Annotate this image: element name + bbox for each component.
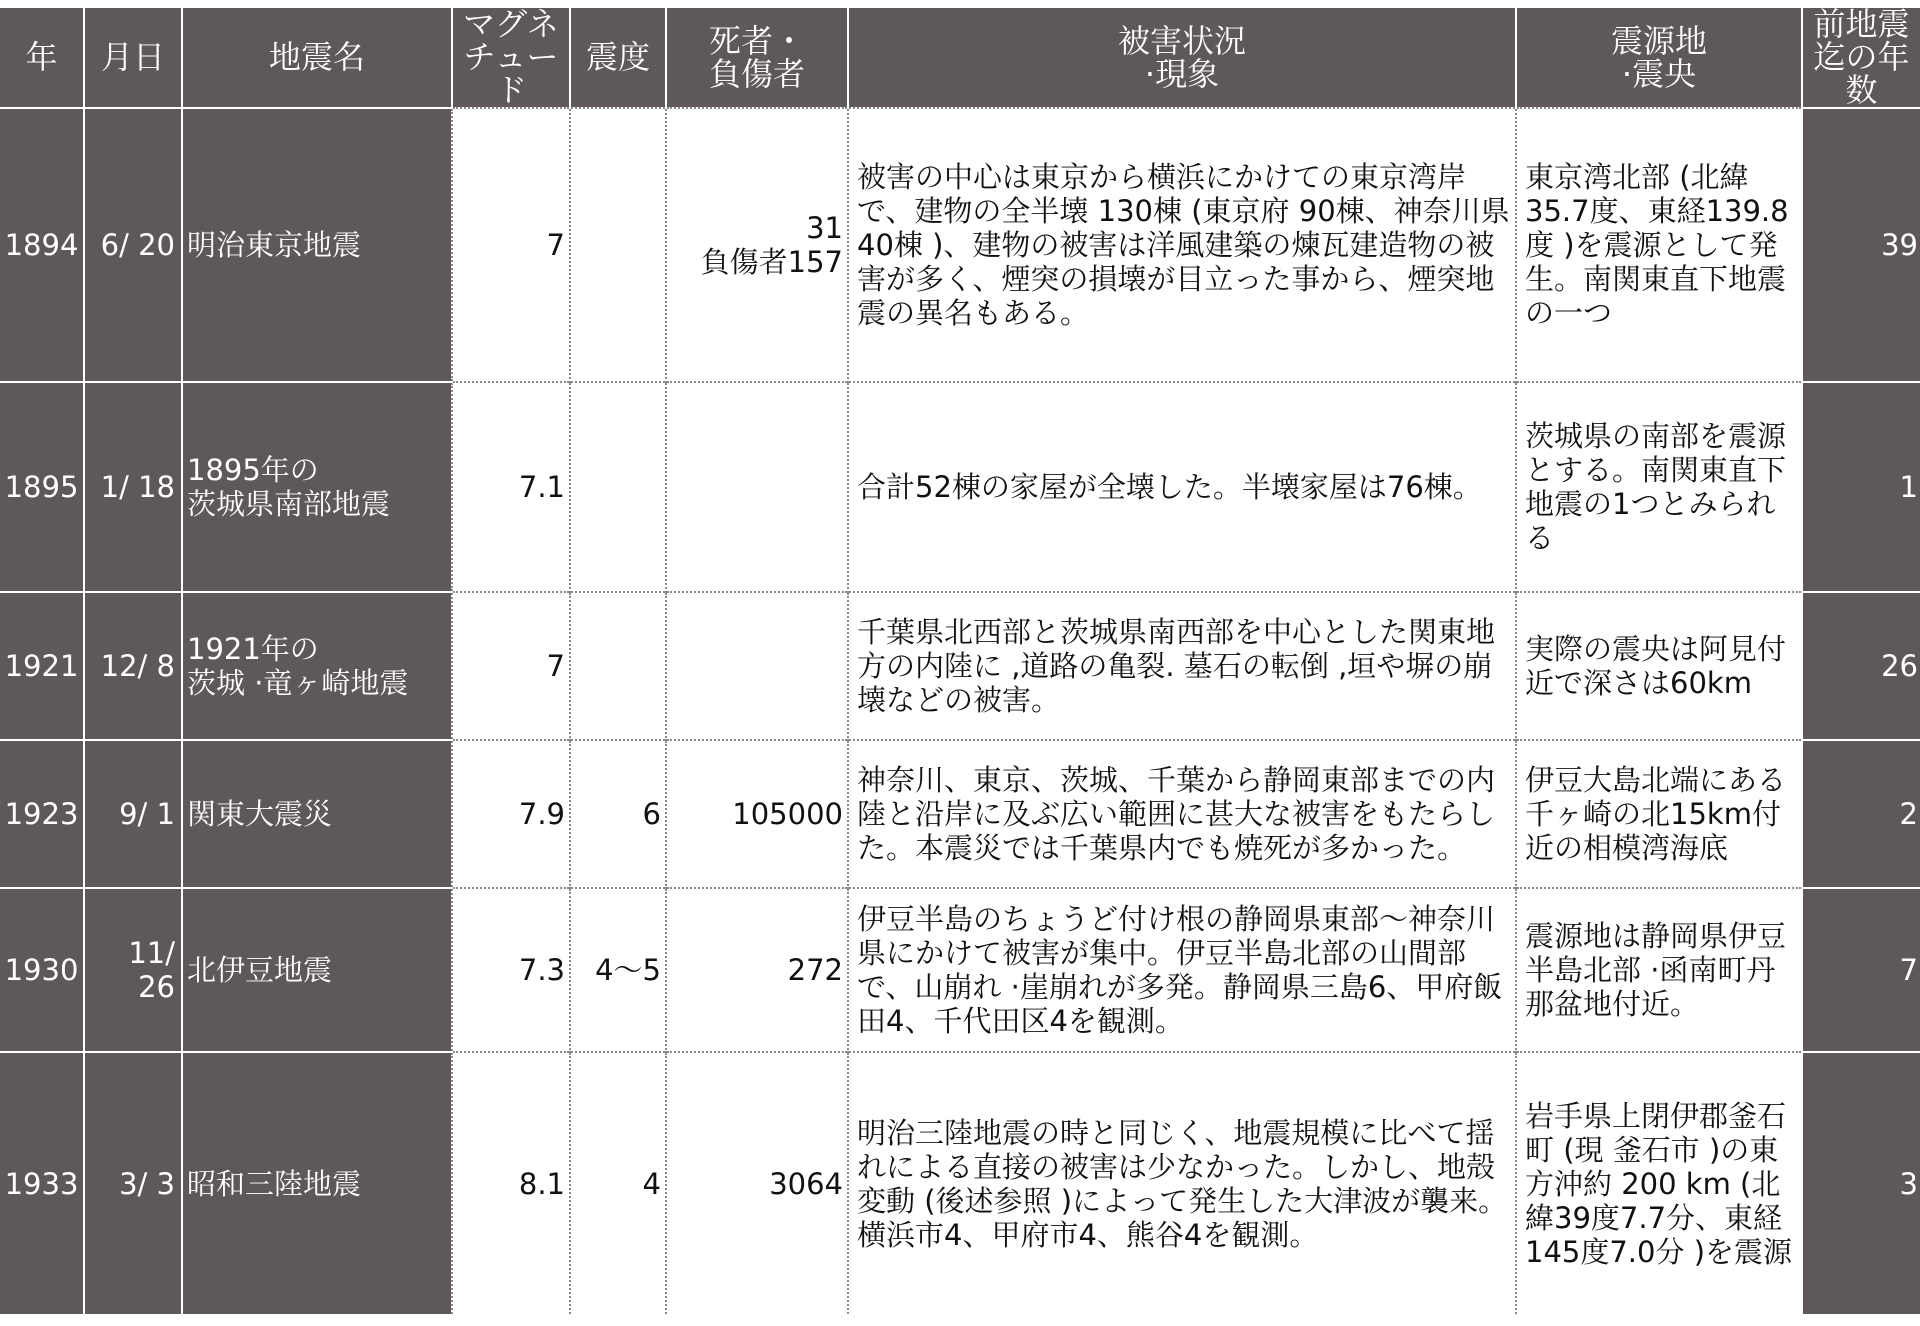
name-cell: 明治東京地震	[182, 108, 452, 382]
years-since-cell: 2	[1802, 740, 1920, 888]
damage-cell: 明治三陸地震の時と同じく、地震規模に比べて揺れによる直接の被害は少なかった。しかし、地殻変動 (後述参照 )によって発生した大津波が襲来。横浜市4、甲府市4、熊谷4を観測。	[848, 1052, 1516, 1314]
header-date: 月日	[84, 8, 182, 108]
intensity-cell: 4～5	[570, 888, 666, 1052]
header-year: 年	[0, 8, 84, 108]
epicenter-cell: 岩手県上閉伊郡釜石町 (現 釜石市 )の東方沖約 200 km (北緯39度7.7分、東経145度7.0分 )を震源	[1516, 1052, 1802, 1314]
table-row	[0, 108, 1920, 382]
epicenter-cell: 東京湾北部 (北緯35.7度、東経139.8度 )を震源として発生。南関東直下地震の一つ	[1516, 108, 1802, 382]
years-since-cell: 1	[1802, 382, 1920, 592]
header-magnitude: マグネ チュード	[452, 8, 570, 108]
table-row	[0, 592, 1920, 740]
name-cell: 1895年の 茨城県南部地震	[182, 382, 452, 592]
year-cell: 1930	[0, 888, 84, 1052]
year-cell: 1933	[0, 1052, 84, 1314]
header-damage: 被害状況 ·現象	[848, 8, 1516, 108]
casualties-cell: 3064	[666, 1052, 848, 1314]
magnitude-cell: 7	[452, 108, 570, 382]
damage-cell: 被害の中心は東京から横浜にかけての東京湾岸で、建物の全半壊 130棟 (東京府 90棟、神奈川県 40棟 )、建物の被害は洋風建築の煉瓦建造物の被害が多く、煙突の損壊が目立った事から、煙突地震の異名もある。	[848, 108, 1516, 382]
damage-cell: 神奈川、東京、茨城、千葉から静岡東部までの内陸と沿岸に及ぶ広い範囲に甚大な被害をもたらした。本震災では千葉県内でも焼死が多かった。	[848, 740, 1516, 888]
casualties-cell: 105000	[666, 740, 848, 888]
years-since-cell: 7	[1802, 888, 1920, 1052]
date-cell: 1/ 18	[84, 382, 182, 592]
table-row	[0, 382, 1920, 592]
name-cell: 1921年の 茨城 ·竜ヶ崎地震	[182, 592, 452, 740]
date-cell: 3/ 3	[84, 1052, 182, 1314]
years-since-cell: 39	[1802, 108, 1920, 382]
year-cell: 1895	[0, 382, 84, 592]
name-cell: 昭和三陸地震	[182, 1052, 452, 1314]
name-cell: 関東大震災	[182, 740, 452, 888]
header-intensity: 震度	[570, 8, 666, 108]
header-epicenter: 震源地 ·震央	[1516, 8, 1802, 108]
magnitude-cell: 7	[452, 592, 570, 740]
magnitude-cell: 7.9	[452, 740, 570, 888]
damage-cell: 千葉県北西部と茨城県南西部を中心とした関東地方の内陸に ,道路の亀裂. 墓石の転倒 ,垣や塀の崩壊などの被害。	[848, 592, 1516, 740]
header-casualties: 死者・ 負傷者	[666, 8, 848, 108]
magnitude-cell: 7.3	[452, 888, 570, 1052]
intensity-cell	[570, 382, 666, 592]
epicenter-cell: 実際の震央は阿見付近で深さは60km	[1516, 592, 1802, 740]
intensity-cell	[570, 592, 666, 740]
epicenter-cell: 伊豆大島北端にある千ヶ崎の北15km付近の相模湾海底	[1516, 740, 1802, 888]
date-cell: 11/ 26	[84, 888, 182, 1052]
year-cell: 1894	[0, 108, 84, 382]
magnitude-cell: 8.1	[452, 1052, 570, 1314]
years-since-cell: 3	[1802, 1052, 1920, 1314]
casualties-cell: 31 負傷者157	[666, 108, 848, 382]
year-cell: 1923	[0, 740, 84, 888]
damage-cell: 伊豆半島のちょうど付け根の静岡県東部～神奈川県にかけて被害が集中。伊豆半島北部の山間部で、山崩れ ·崖崩れが多発。静岡県三島6、甲府飯田4、千代田区4を観測。	[848, 888, 1516, 1052]
table-row	[0, 740, 1920, 888]
intensity-cell	[570, 108, 666, 382]
year-cell: 1921	[0, 592, 84, 740]
intensity-cell: 4	[570, 1052, 666, 1314]
casualties-cell	[666, 382, 848, 592]
name-cell: 北伊豆地震	[182, 888, 452, 1052]
table-row	[0, 1052, 1920, 1314]
damage-cell: 合計52棟の家屋が全壊した。半壊家屋は76棟。	[848, 382, 1516, 592]
earthquake-history-table	[0, 8, 1920, 1314]
date-cell: 6/ 20	[84, 108, 182, 382]
intensity-cell: 6	[570, 740, 666, 888]
casualties-cell	[666, 592, 848, 740]
header-name: 地震名	[182, 8, 452, 108]
magnitude-cell: 7.1	[452, 382, 570, 592]
header-row	[0, 8, 1920, 108]
date-cell: 9/ 1	[84, 740, 182, 888]
header-years-since: 前地震 迄の年 数	[1802, 8, 1920, 108]
date-cell: 12/ 8	[84, 592, 182, 740]
years-since-cell: 26	[1802, 592, 1920, 740]
casualties-cell: 272	[666, 888, 848, 1052]
epicenter-cell: 震源地は静岡県伊豆半島北部 ·函南町丹那盆地付近。	[1516, 888, 1802, 1052]
table-row	[0, 888, 1920, 1052]
epicenter-cell: 茨城県の南部を震源とする。南関東直下地震の1つとみられる	[1516, 382, 1802, 592]
